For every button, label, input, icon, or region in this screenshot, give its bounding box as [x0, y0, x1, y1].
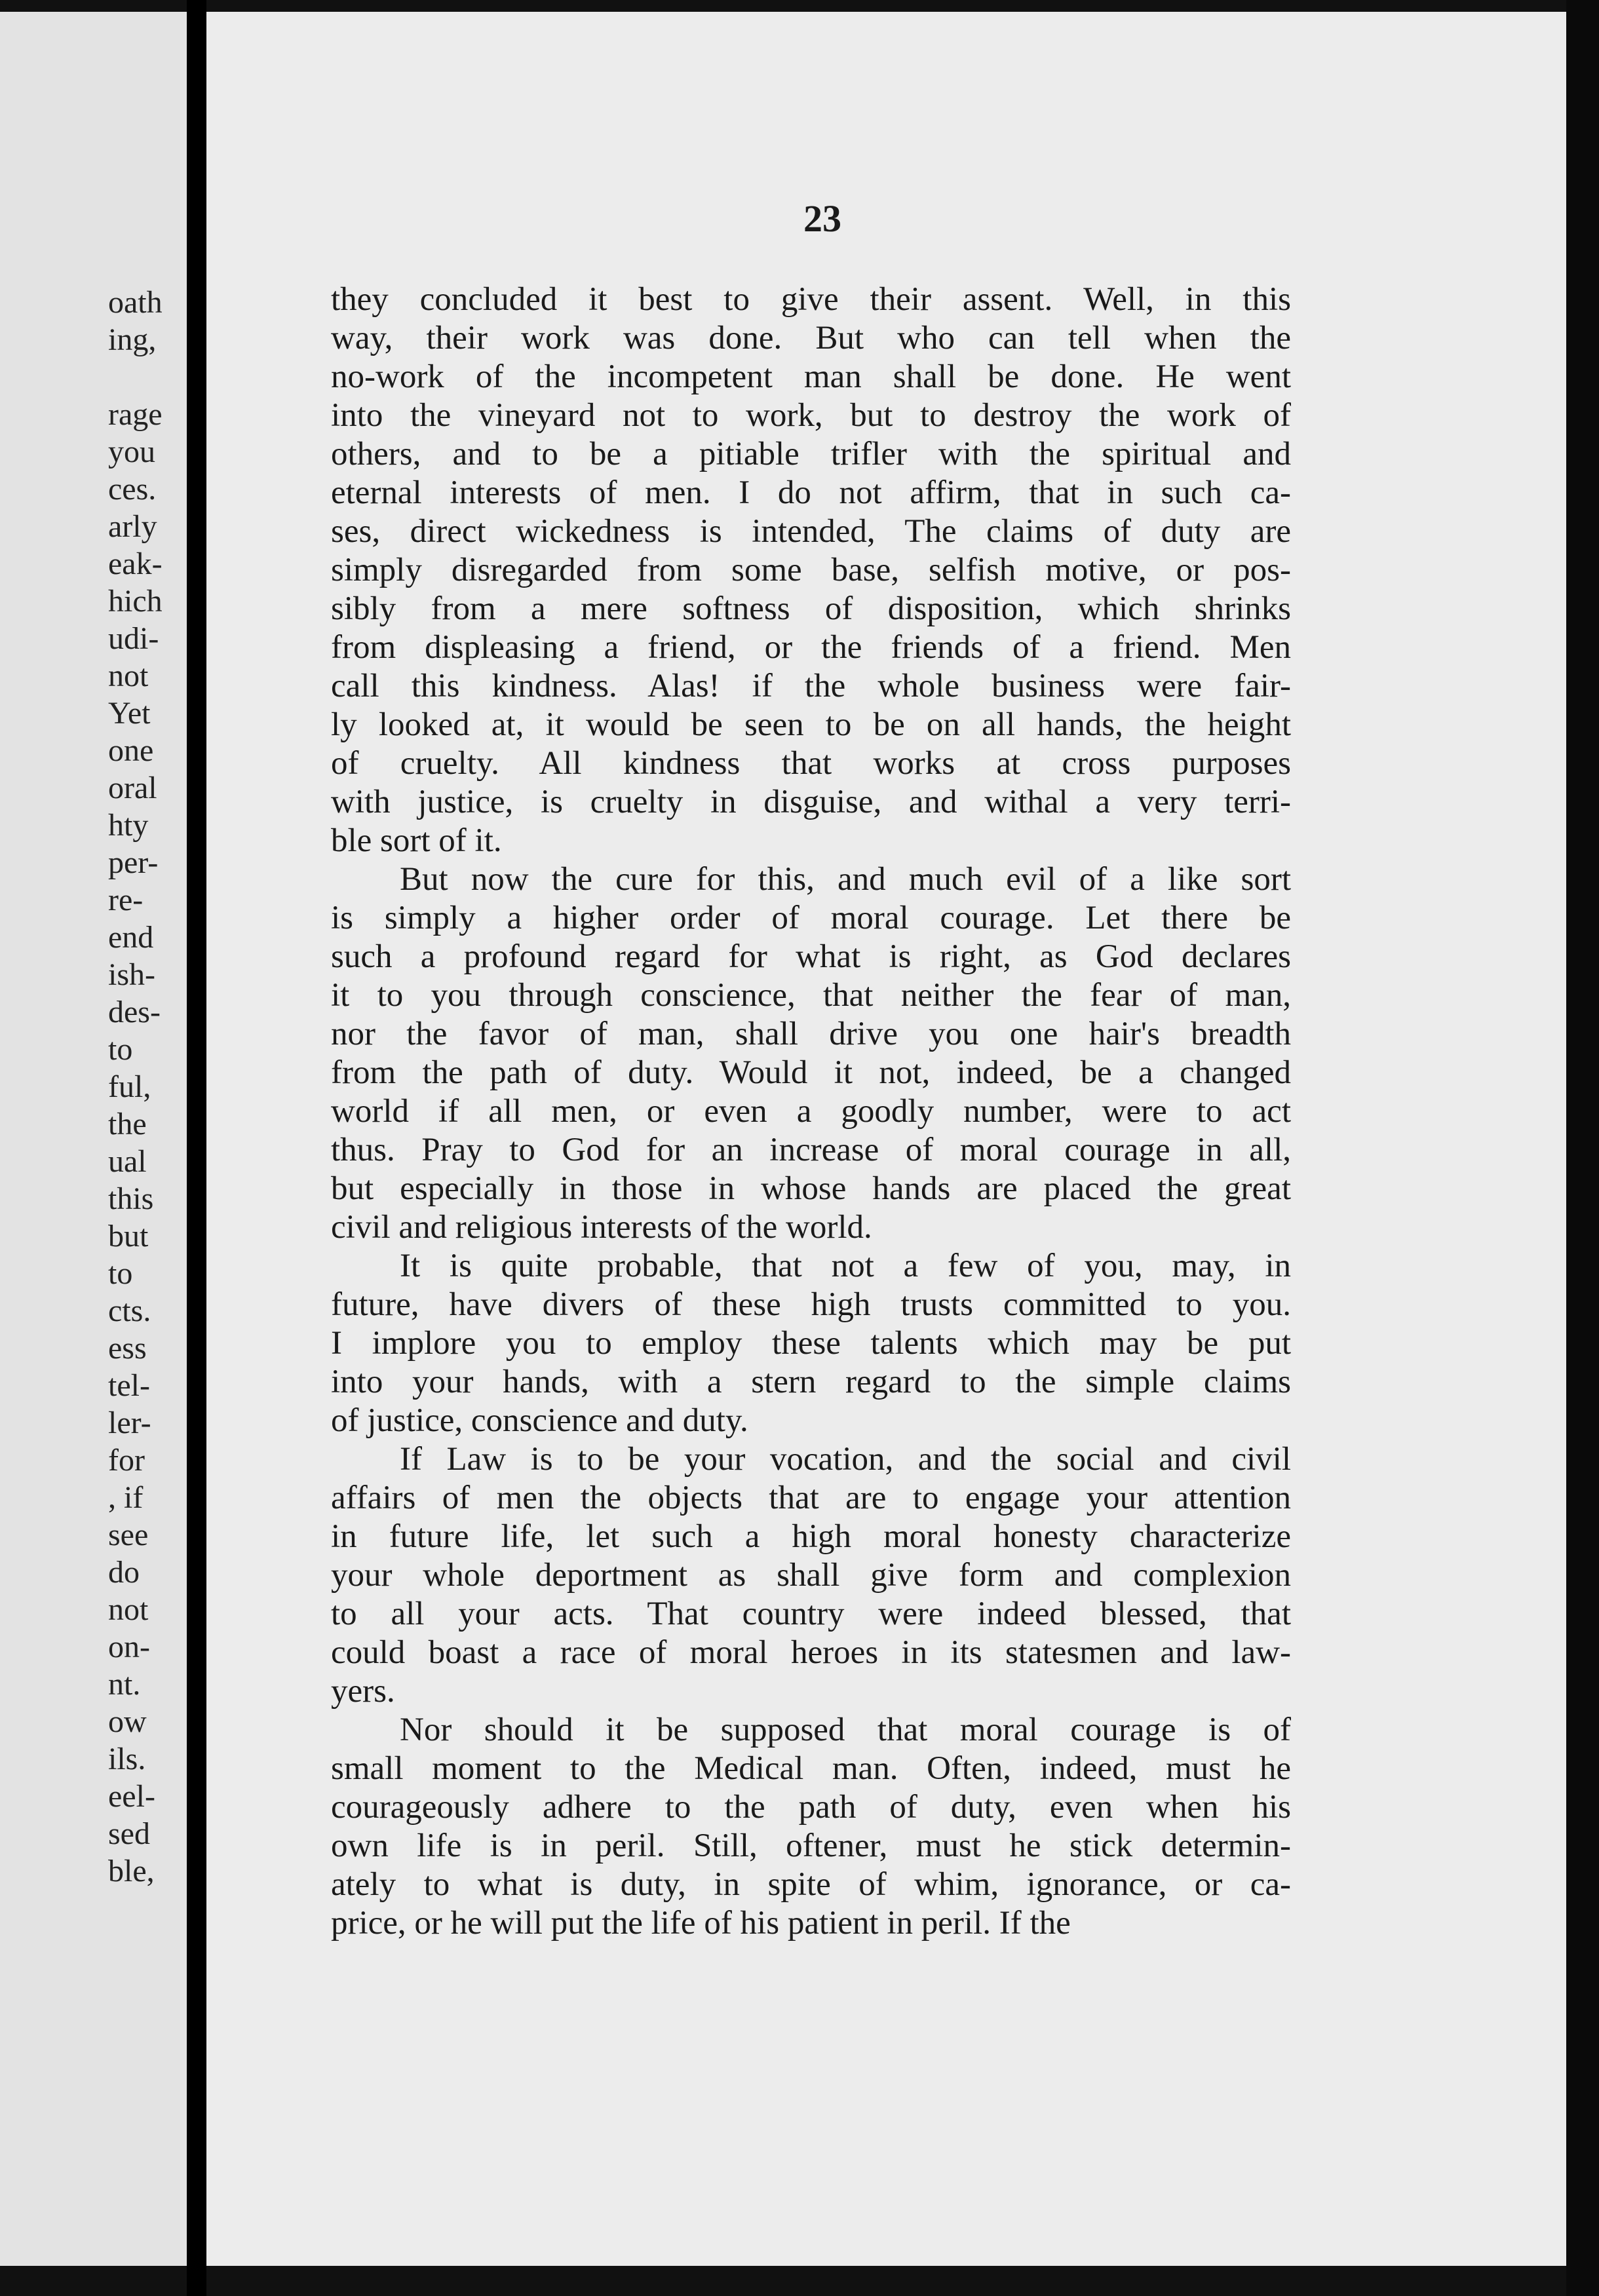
left-page-line-fragment: not [108, 1592, 149, 1627]
text-line: others, and to be a pitiable trifler with the spiritual and [331, 436, 1291, 472]
text-line: small moment to the Medical man. Often, indeed, must he [331, 1750, 1291, 1787]
left-page-line-fragment: arly [108, 509, 157, 544]
left-page-line-fragment: eak- [108, 546, 163, 581]
text-line: simply disregarded from some base, selfish motive, or pos- [331, 552, 1291, 588]
left-page-line-fragment: per- [108, 845, 159, 880]
left-page-line-fragment: to [108, 1256, 133, 1291]
text-line: sibly from a mere softness of disposition, which shrinks [331, 590, 1291, 627]
page-edge [1566, 0, 1599, 2296]
text-line: future, have divers of these high trusts committed to you. [331, 1286, 1291, 1323]
text-line: yers. [331, 1673, 395, 1710]
text-line: but especially in those in whose hands are placed the great [331, 1170, 1291, 1207]
text-line: thus. Pray to God for an increase of moral courage in all, [331, 1132, 1291, 1168]
text-line: is simply a higher order of moral courage. Let there be [331, 900, 1291, 936]
text-line: I implore you to employ these talents which may be put [331, 1325, 1291, 1362]
left-page-line-fragment: eel- [108, 1779, 155, 1814]
text-line: price, or he will put the life of his patient in peril. If the [331, 1905, 1071, 1942]
left-page-line-fragment: hty [108, 808, 149, 843]
left-page-line-fragment: end [108, 920, 154, 955]
text-line: ble sort of it. [331, 822, 502, 859]
text-line: It is quite probable, that not a few of you, may, in [400, 1248, 1291, 1284]
text-line: eternal interests of men. I do not affirm, that in such ca- [331, 474, 1291, 511]
text-line: of justice, conscience and duty. [331, 1402, 748, 1439]
text-line: own life is in peril. Still, oftener, must he stick determin- [331, 1827, 1291, 1864]
page-body-text [331, 280, 1291, 1943]
text-line: from displeasing a friend, or the friends of a friend. Men [331, 629, 1291, 666]
left-page-line-fragment: hich [108, 584, 163, 619]
left-page-line-fragment: ish- [108, 957, 155, 992]
text-line: affairs of men the objects that are to engage your attention [331, 1480, 1291, 1516]
text-line: with justice, is cruelty in disguise, and withal a very terri- [331, 784, 1291, 820]
left-page-line-fragment: this [108, 1181, 154, 1216]
text-line: into the vineyard not to work, but to destroy the work of [331, 397, 1291, 434]
paragraph [331, 1711, 1291, 1943]
left-page-line-fragment: ils. [108, 1742, 146, 1776]
text-line: way, their work was done. But who can tell when the [331, 320, 1291, 356]
text-line: If Law is to be your vocation, and the social and civil [400, 1441, 1291, 1478]
text-line: into your hands, with a stern regard to the simple claims [331, 1364, 1291, 1400]
left-page-line-fragment: ing, [108, 322, 157, 357]
left-page-line-fragment: but [108, 1219, 149, 1253]
text-line: civil and religious interests of the world. [331, 1209, 872, 1246]
left-page-line-fragment: oral [108, 771, 157, 805]
text-line: could boast a race of moral heroes in its statesmen and law- [331, 1634, 1291, 1671]
left-page-text-column [108, 284, 187, 1890]
left-page-line-fragment: re- [108, 883, 144, 917]
left-page-line-fragment: ler- [108, 1406, 151, 1440]
left-page-line-fragment: tel- [108, 1368, 150, 1403]
left-page-line-fragment: the [108, 1107, 147, 1141]
left-page-line-fragment: you [108, 434, 155, 469]
left-page-line-fragment: des- [108, 995, 161, 1029]
text-line: such a profound regard for what is right, as God declares [331, 938, 1291, 975]
text-line: in future life, let such a high moral honesty characterize [331, 1518, 1291, 1555]
text-line: nor the favor of man, shall drive you one hair's breadth [331, 1016, 1291, 1052]
left-page-line-fragment: ble, [108, 1854, 155, 1888]
text-line: they concluded it best to give their assent. Well, in this [331, 281, 1291, 318]
left-page-line-fragment: rage [108, 397, 163, 432]
text-line: your whole deportment as shall give form and complexion [331, 1557, 1291, 1594]
paragraph [331, 280, 1291, 860]
text-line: no-work of the incompetent man shall be done. He went [331, 358, 1291, 395]
left-page-line-fragment: ual [108, 1144, 147, 1179]
text-line: Nor should it be supposed that moral courage is of [400, 1712, 1291, 1748]
paragraph [331, 860, 1291, 1247]
text-line: But now the cure for this, and much evil of a like sort [400, 861, 1291, 898]
text-line: call this kindness. Alas! if the whole business were fair- [331, 668, 1291, 704]
left-page-line-fragment: one [108, 733, 154, 768]
left-page-line-fragment: nt. [108, 1667, 141, 1702]
left-page-line-fragment: sed [108, 1816, 150, 1851]
text-line: ses, direct wickedness is intended, The claims of duty are [331, 513, 1291, 550]
left-page-line-fragment: not [108, 659, 149, 693]
paragraph [331, 1440, 1291, 1711]
left-page-line-fragment: ces. [108, 472, 157, 507]
text-line: from the path of duty. Would it not, indeed, be a changed [331, 1054, 1291, 1091]
left-page-line-fragment: oath [108, 285, 163, 320]
left-page-line-fragment: ful, [108, 1069, 151, 1104]
left-page-line-fragment: on- [108, 1630, 150, 1664]
text-line: it to you through conscience, that neither the fear of man, [331, 977, 1291, 1014]
left-page-line-fragment: do [108, 1555, 140, 1590]
text-line: of cruelty. All kindness that works at cross purposes [331, 745, 1291, 782]
left-page-line-fragment: ess [108, 1331, 147, 1366]
left-page-line-fragment: , if [108, 1480, 144, 1515]
left-page-fragment [0, 12, 187, 2266]
text-line: ately to what is duty, in spite of whim, ignorance, or ca- [331, 1866, 1291, 1903]
left-page-line-fragment: see [108, 1518, 149, 1552]
text-line: world if all men, or even a goodly number, were to act [331, 1093, 1291, 1130]
left-page-line-fragment: udi- [108, 621, 159, 656]
left-page-line-fragment [108, 358, 187, 396]
left-page-line-fragment: Yet [108, 696, 151, 731]
book-gutter [187, 0, 206, 2296]
paragraph [331, 1247, 1291, 1440]
left-page-line-fragment: cts. [108, 1293, 151, 1328]
left-page-line-fragment: ow [108, 1704, 147, 1739]
left-page-line-fragment: to [108, 1032, 133, 1067]
text-line: to all your acts. That country were indeed blessed, that [331, 1596, 1291, 1632]
text-line: ly looked at, it would be seen to be on all hands, the height [331, 706, 1291, 743]
text-line: courageously adhere to the path of duty, even when his [331, 1789, 1291, 1826]
left-page-line-fragment: for [108, 1443, 145, 1478]
page-number: 23 [803, 197, 841, 240]
